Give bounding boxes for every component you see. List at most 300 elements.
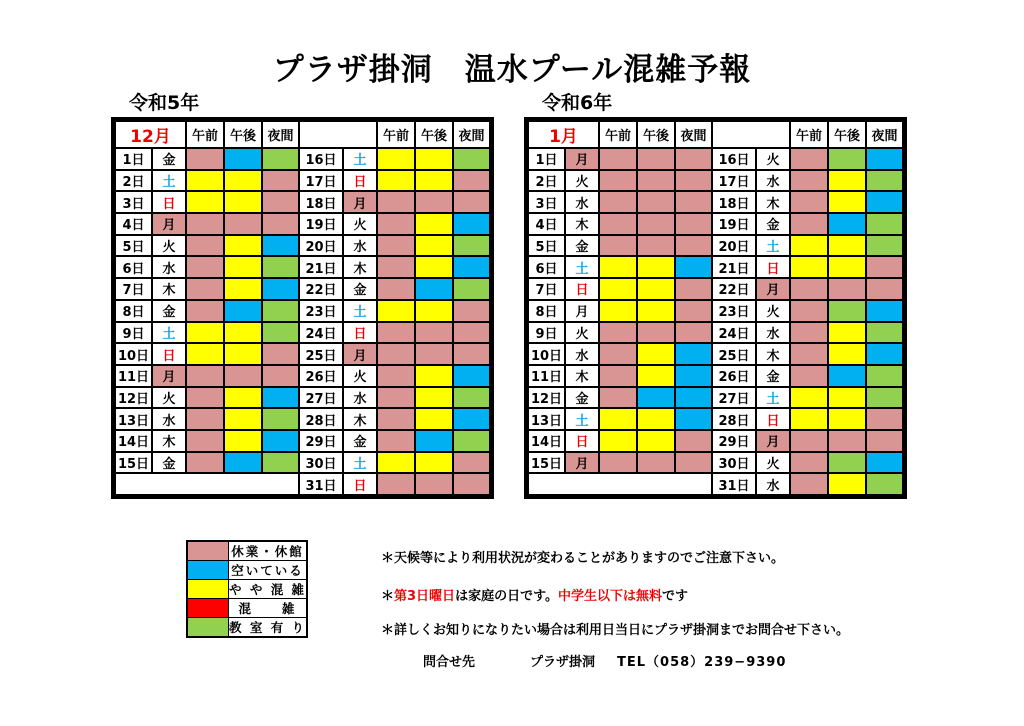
day-row xyxy=(528,365,903,387)
status-night xyxy=(453,148,490,170)
day-number: 14日 xyxy=(528,430,565,452)
status-afternoon xyxy=(224,235,262,257)
day-number: 1日 xyxy=(528,148,565,170)
day-row xyxy=(528,473,903,495)
status-night xyxy=(866,278,903,300)
status-morning xyxy=(790,278,828,300)
status-morning xyxy=(377,148,415,170)
day-number: 8日 xyxy=(528,300,565,322)
status-morning xyxy=(186,256,224,278)
day-number: 12日 xyxy=(115,387,152,409)
status-morning xyxy=(186,191,224,213)
status-morning xyxy=(599,170,637,192)
weekday: 水 xyxy=(756,170,790,192)
day-row xyxy=(115,322,490,344)
day-row xyxy=(115,191,490,213)
status-night xyxy=(866,387,903,409)
status-night xyxy=(866,191,903,213)
weekday: 火 xyxy=(756,148,790,170)
day-number: 15日 xyxy=(115,452,152,474)
status-afternoon xyxy=(415,256,453,278)
status-afternoon xyxy=(637,365,675,387)
status-night xyxy=(262,408,299,430)
month-label: 12月 xyxy=(115,121,186,148)
header-afternoon: 午後 xyxy=(828,121,866,148)
weekday: 月 xyxy=(756,278,790,300)
status-night xyxy=(453,256,490,278)
status-night xyxy=(262,365,299,387)
status-night xyxy=(866,430,903,452)
legend-swatch xyxy=(187,541,229,561)
weekday: 月 xyxy=(152,365,186,387)
status-night xyxy=(262,213,299,235)
status-night xyxy=(675,170,712,192)
status-night xyxy=(453,452,490,474)
era-label-right: 令和6年 xyxy=(542,92,613,114)
status-morning xyxy=(186,170,224,192)
day-row xyxy=(115,278,490,300)
note-suffix: です xyxy=(662,589,689,604)
weekday: 土 xyxy=(152,170,186,192)
status-morning xyxy=(790,365,828,387)
status-night xyxy=(675,256,712,278)
status-afternoon xyxy=(415,322,453,344)
weekday: 木 xyxy=(152,278,186,300)
status-afternoon xyxy=(637,235,675,257)
status-morning xyxy=(186,300,224,322)
legend xyxy=(186,540,308,638)
status-afternoon xyxy=(637,148,675,170)
weekday: 月 xyxy=(756,430,790,452)
status-afternoon xyxy=(828,191,866,213)
empty-cell xyxy=(115,473,299,495)
day-row xyxy=(115,343,490,365)
status-morning xyxy=(599,322,637,344)
header-blank xyxy=(712,121,790,148)
weekday: 金 xyxy=(343,430,377,452)
status-morning xyxy=(790,387,828,409)
status-afternoon xyxy=(828,430,866,452)
status-morning xyxy=(790,473,828,495)
weekday: 金 xyxy=(152,452,186,474)
day-number: 5日 xyxy=(115,235,152,257)
status-morning xyxy=(377,408,415,430)
status-afternoon xyxy=(415,148,453,170)
day-row xyxy=(528,148,903,170)
status-afternoon xyxy=(415,235,453,257)
day-number: 7日 xyxy=(115,278,152,300)
status-afternoon xyxy=(224,170,262,192)
weekday: 水 xyxy=(343,235,377,257)
day-number: 13日 xyxy=(115,408,152,430)
legend-label: 休業・休館 xyxy=(229,541,308,561)
day-number: 28日 xyxy=(712,408,756,430)
weekday: 火 xyxy=(343,213,377,235)
day-number: 28日 xyxy=(299,408,343,430)
header-morning: 午前 xyxy=(599,121,637,148)
status-night xyxy=(453,322,490,344)
legend-swatch xyxy=(187,599,229,618)
status-morning xyxy=(599,430,637,452)
status-night xyxy=(675,191,712,213)
day-number: 7日 xyxy=(528,278,565,300)
day-number: 20日 xyxy=(299,235,343,257)
status-night xyxy=(675,300,712,322)
status-night xyxy=(866,343,903,365)
status-afternoon xyxy=(415,170,453,192)
note-mid: は家庭の日です。 xyxy=(455,589,559,604)
weekday: 火 xyxy=(565,170,599,192)
status-morning xyxy=(186,322,224,344)
header-night: 夜間 xyxy=(453,121,490,148)
status-afternoon xyxy=(637,387,675,409)
day-row xyxy=(115,473,490,495)
status-morning xyxy=(377,300,415,322)
note-family-day xyxy=(381,585,688,604)
header-afternoon: 午後 xyxy=(415,121,453,148)
status-morning xyxy=(186,278,224,300)
day-number: 10日 xyxy=(115,343,152,365)
status-afternoon xyxy=(224,213,262,235)
status-afternoon xyxy=(637,343,675,365)
weekday: 火 xyxy=(152,387,186,409)
day-row xyxy=(528,430,903,452)
status-afternoon xyxy=(637,408,675,430)
weekday: 日 xyxy=(343,322,377,344)
status-night xyxy=(453,300,490,322)
status-afternoon xyxy=(828,343,866,365)
status-afternoon xyxy=(415,191,453,213)
status-afternoon xyxy=(637,213,675,235)
weekday: 日 xyxy=(756,408,790,430)
day-number: 19日 xyxy=(299,213,343,235)
status-night xyxy=(262,387,299,409)
status-afternoon xyxy=(224,408,262,430)
status-night xyxy=(866,148,903,170)
status-night xyxy=(453,387,490,409)
contact-name: プラザ掛洞 xyxy=(530,655,596,670)
day-number: 3日 xyxy=(115,191,152,213)
weekday: 水 xyxy=(756,473,790,495)
day-number: 13日 xyxy=(528,408,565,430)
day-row xyxy=(115,365,490,387)
weekday: 水 xyxy=(343,387,377,409)
status-night xyxy=(675,278,712,300)
contact-label: 問合せ先 xyxy=(423,655,476,670)
day-number: 27日 xyxy=(299,387,343,409)
status-morning xyxy=(377,256,415,278)
day-number: 10日 xyxy=(528,343,565,365)
status-night xyxy=(262,322,299,344)
status-morning xyxy=(599,191,637,213)
day-row xyxy=(528,452,903,474)
weekday: 火 xyxy=(152,235,186,257)
status-night xyxy=(675,322,712,344)
header-night: 夜間 xyxy=(262,121,299,148)
day-number: 25日 xyxy=(712,343,756,365)
status-night xyxy=(675,343,712,365)
day-number: 17日 xyxy=(712,170,756,192)
note-weather: ＊天候等により利用状況が変わることがありますのでご注意下さい。 xyxy=(381,551,785,566)
day-row xyxy=(528,343,903,365)
day-number: 16日 xyxy=(299,148,343,170)
day-number: 18日 xyxy=(712,191,756,213)
day-number: 23日 xyxy=(712,300,756,322)
day-number: 26日 xyxy=(712,365,756,387)
status-night xyxy=(453,365,490,387)
status-afternoon xyxy=(828,408,866,430)
status-afternoon xyxy=(828,235,866,257)
legend-label: 混 雑 xyxy=(229,599,308,618)
status-night xyxy=(262,430,299,452)
weekday: 月 xyxy=(565,452,599,474)
header-night: 夜間 xyxy=(675,121,712,148)
weekday: 月 xyxy=(565,148,599,170)
weekday: 金 xyxy=(756,213,790,235)
status-night xyxy=(866,365,903,387)
status-night xyxy=(262,235,299,257)
status-night xyxy=(866,452,903,474)
day-number: 2日 xyxy=(528,170,565,192)
note-free: 中学生以下は無料 xyxy=(558,589,663,604)
status-morning xyxy=(599,452,637,474)
status-night xyxy=(262,343,299,365)
status-morning xyxy=(186,343,224,365)
weekday: 金 xyxy=(756,365,790,387)
header-morning: 午前 xyxy=(186,121,224,148)
day-number: 20日 xyxy=(712,235,756,257)
day-row xyxy=(528,235,903,257)
weekday: 月 xyxy=(343,191,377,213)
note-third-sunday: 第3日曜日 xyxy=(394,589,456,604)
status-morning xyxy=(599,278,637,300)
status-afternoon xyxy=(415,430,453,452)
status-night xyxy=(866,170,903,192)
status-morning xyxy=(377,365,415,387)
status-night xyxy=(866,235,903,257)
header-night: 夜間 xyxy=(866,121,903,148)
day-number: 22日 xyxy=(712,278,756,300)
status-afternoon xyxy=(828,387,866,409)
weekday: 日 xyxy=(343,473,377,495)
status-morning xyxy=(790,430,828,452)
status-night xyxy=(262,278,299,300)
day-row xyxy=(528,408,903,430)
day-number: 27日 xyxy=(712,387,756,409)
weekday: 日 xyxy=(565,278,599,300)
status-morning xyxy=(377,235,415,257)
status-morning xyxy=(377,343,415,365)
status-afternoon xyxy=(224,256,262,278)
status-night xyxy=(453,170,490,192)
day-number: 11日 xyxy=(528,365,565,387)
weekday: 金 xyxy=(152,300,186,322)
day-number: 24日 xyxy=(299,322,343,344)
status-afternoon xyxy=(415,278,453,300)
status-afternoon xyxy=(224,452,262,474)
status-afternoon xyxy=(828,148,866,170)
status-night xyxy=(453,343,490,365)
status-night xyxy=(453,213,490,235)
weekday: 木 xyxy=(565,365,599,387)
status-afternoon xyxy=(828,473,866,495)
day-number: 9日 xyxy=(528,322,565,344)
status-morning xyxy=(599,300,637,322)
day-number: 17日 xyxy=(299,170,343,192)
status-afternoon xyxy=(224,430,262,452)
status-afternoon xyxy=(637,430,675,452)
status-night xyxy=(866,322,903,344)
status-morning xyxy=(599,235,637,257)
status-morning xyxy=(377,170,415,192)
status-morning xyxy=(790,191,828,213)
status-morning xyxy=(599,343,637,365)
header-morning: 午前 xyxy=(377,121,415,148)
status-morning xyxy=(186,387,224,409)
day-number: 24日 xyxy=(712,322,756,344)
header-afternoon: 午後 xyxy=(637,121,675,148)
status-morning xyxy=(186,235,224,257)
weekday: 火 xyxy=(565,322,599,344)
day-number: 31日 xyxy=(299,473,343,495)
calendar-january xyxy=(524,117,907,499)
status-morning xyxy=(790,170,828,192)
weekday: 金 xyxy=(565,235,599,257)
weekday: 土 xyxy=(343,300,377,322)
day-row xyxy=(115,408,490,430)
status-night xyxy=(453,430,490,452)
status-afternoon xyxy=(415,213,453,235)
contact-phone: TEL（058）239−9390 xyxy=(617,655,787,670)
day-row xyxy=(115,148,490,170)
weekday: 木 xyxy=(756,343,790,365)
weekday: 日 xyxy=(152,191,186,213)
status-afternoon xyxy=(828,322,866,344)
status-morning xyxy=(377,452,415,474)
note-prefix: ＊ xyxy=(381,589,395,604)
status-morning xyxy=(599,213,637,235)
status-night xyxy=(262,256,299,278)
day-number: 6日 xyxy=(115,256,152,278)
weekday: 木 xyxy=(343,408,377,430)
weekday: 土 xyxy=(343,148,377,170)
weekday: 日 xyxy=(565,430,599,452)
weekday: 土 xyxy=(565,256,599,278)
status-afternoon xyxy=(637,191,675,213)
day-number: 21日 xyxy=(712,256,756,278)
status-morning xyxy=(599,256,637,278)
legend-label: 空いている xyxy=(229,561,308,580)
status-night xyxy=(262,170,299,192)
note-inquiry: ＊詳しくお知りになりたい場合は利用日当日にプラザ掛洞までお問合せ下さい。 xyxy=(381,623,850,638)
calendar-december xyxy=(111,117,494,499)
status-afternoon xyxy=(828,256,866,278)
status-morning xyxy=(377,322,415,344)
day-row xyxy=(528,300,903,322)
day-number: 31日 xyxy=(712,473,756,495)
status-morning xyxy=(186,148,224,170)
day-number: 26日 xyxy=(299,365,343,387)
weekday: 日 xyxy=(756,256,790,278)
status-night xyxy=(453,278,490,300)
status-afternoon xyxy=(224,365,262,387)
weekday: 火 xyxy=(343,365,377,387)
weekday: 火 xyxy=(756,452,790,474)
status-night xyxy=(262,148,299,170)
status-afternoon xyxy=(828,452,866,474)
status-afternoon xyxy=(637,256,675,278)
status-afternoon xyxy=(224,191,262,213)
status-morning xyxy=(599,365,637,387)
day-row xyxy=(528,170,903,192)
status-afternoon xyxy=(415,473,453,495)
weekday: 日 xyxy=(152,343,186,365)
day-row xyxy=(528,322,903,344)
day-number: 12日 xyxy=(528,387,565,409)
day-row xyxy=(115,170,490,192)
status-morning xyxy=(599,148,637,170)
era-label-left: 令和5年 xyxy=(129,92,200,114)
day-row xyxy=(115,256,490,278)
status-morning xyxy=(790,213,828,235)
weekday: 水 xyxy=(565,191,599,213)
status-morning xyxy=(377,191,415,213)
day-row xyxy=(528,278,903,300)
status-morning xyxy=(599,408,637,430)
status-night xyxy=(866,300,903,322)
status-morning xyxy=(186,430,224,452)
status-afternoon xyxy=(415,365,453,387)
day-number: 21日 xyxy=(299,256,343,278)
status-morning xyxy=(186,452,224,474)
status-afternoon xyxy=(637,322,675,344)
status-afternoon xyxy=(224,387,262,409)
status-night xyxy=(675,452,712,474)
day-number: 4日 xyxy=(528,213,565,235)
status-morning xyxy=(377,387,415,409)
status-afternoon xyxy=(415,452,453,474)
status-night xyxy=(675,387,712,409)
legend-swatch xyxy=(187,580,229,599)
header-afternoon: 午後 xyxy=(224,121,262,148)
status-afternoon xyxy=(224,343,262,365)
day-number: 22日 xyxy=(299,278,343,300)
weekday: 水 xyxy=(152,408,186,430)
status-night xyxy=(453,191,490,213)
day-number: 2日 xyxy=(115,170,152,192)
status-afternoon xyxy=(415,300,453,322)
status-night xyxy=(866,256,903,278)
weekday: 金 xyxy=(152,148,186,170)
status-afternoon xyxy=(637,300,675,322)
weekday: 月 xyxy=(565,300,599,322)
status-night xyxy=(866,408,903,430)
day-number: 11日 xyxy=(115,365,152,387)
day-row xyxy=(528,387,903,409)
status-afternoon xyxy=(415,343,453,365)
day-row xyxy=(115,430,490,452)
status-morning xyxy=(790,452,828,474)
status-night xyxy=(675,365,712,387)
weekday: 木 xyxy=(756,191,790,213)
weekday: 日 xyxy=(343,170,377,192)
day-number: 5日 xyxy=(528,235,565,257)
day-number: 18日 xyxy=(299,191,343,213)
status-night xyxy=(866,213,903,235)
weekday: 土 xyxy=(756,235,790,257)
status-afternoon xyxy=(224,322,262,344)
status-morning xyxy=(790,256,828,278)
